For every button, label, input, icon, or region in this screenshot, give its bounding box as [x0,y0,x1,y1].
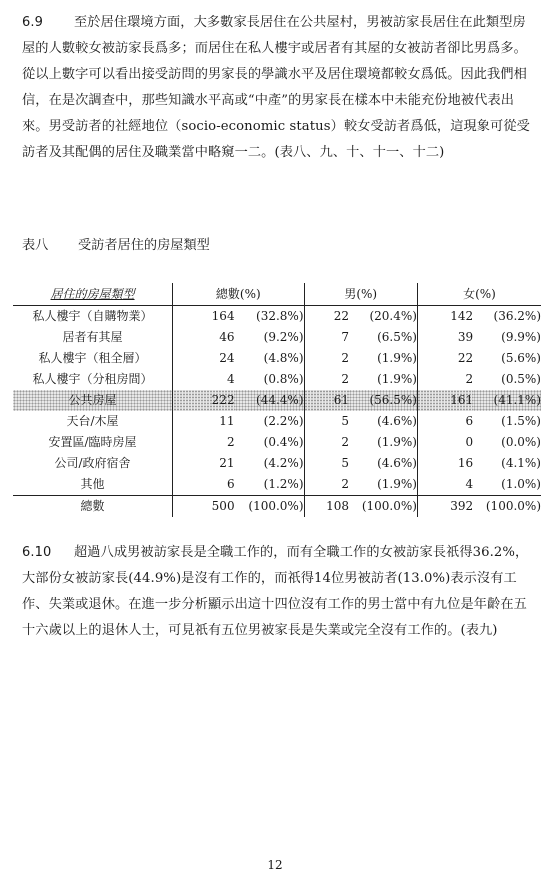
male-percent: (6.5%) [377,330,417,344]
male-count: 61 [304,390,349,411]
total-count: 2 [173,432,235,453]
table-caption [22,236,210,256]
male-percent: (1.9%) [377,435,417,449]
total-count: 6 [173,474,235,496]
row-category: 私人樓宇（分租房間） [32,372,153,386]
female-count: 6 [417,411,473,432]
row-category: 其他 [80,477,105,491]
table-row [13,327,541,348]
table-row [13,411,541,432]
female-percent: (1.0%) [501,477,541,491]
header-category: 居住的房屋類型 [13,283,173,306]
total-count: 164 [173,306,235,328]
table-row-highlighted [13,390,541,411]
table-title: 受訪者居住的房屋類型 [78,238,210,253]
page-number: 12 [267,858,283,872]
total-percent: (9.2%) [263,330,304,344]
male-percent: (20.4%) [369,309,417,323]
female-percent: (0.0%) [501,435,541,449]
male-percent: (100.0%) [349,496,417,518]
female-percent: (41.1%) [473,390,541,411]
male-count: 2 [304,348,349,369]
male-count: 5 [304,411,349,432]
male-percent: (4.6%) [377,456,417,470]
total-percent: (4.8%) [263,351,304,365]
male-percent: (4.6%) [377,414,417,428]
male-count: 5 [304,453,349,474]
table-total-row [13,496,541,518]
female-count: 392 [417,496,473,518]
male-count: 2 [304,369,349,390]
female-count: 0 [417,432,473,453]
female-percent: (36.2%) [493,309,541,323]
total-percent: (100.0%) [235,496,304,518]
row-category: 居者有其屋 [62,330,123,344]
female-count: 16 [417,453,473,474]
paragraph-6-9 [22,10,530,166]
row-category: 公司/政府宿舍 [54,456,131,470]
row-category: 天台/木屋 [66,414,119,428]
female-percent: (1.5%) [501,414,541,428]
total-count: 500 [173,496,235,518]
total-count: 21 [173,453,235,474]
row-category: 公共房屋 [13,390,173,411]
male-percent: (1.9%) [377,477,417,491]
row-category: 私人樓宇（自購物業） [32,309,153,323]
table-row [13,432,541,453]
total-count: 46 [173,327,235,348]
total-percent: (0.8%) [263,372,304,386]
total-row-label: 總數 [13,496,173,518]
male-count: 2 [304,474,349,496]
paragraph-6-10 [22,540,530,644]
total-count: 222 [173,390,235,411]
female-count: 4 [417,474,473,496]
table-row [13,474,541,496]
paragraph-number: 6.10 [22,545,52,560]
male-percent: (1.9%) [377,372,417,386]
table-header-row [13,283,541,306]
female-percent: (9.9%) [501,330,541,344]
header-female: 女(%) [417,283,541,306]
total-percent: (0.4%) [263,435,304,449]
total-percent: (32.8%) [256,309,304,323]
total-percent: (1.2%) [263,477,304,491]
paragraph-text: 至於居住環境方面，大多數家長居住在公共屋村，男被訪家長居住在此類型房屋的人數較女被訪家長爲多；而居住在私人樓宇或居者有其屋的女被訪者卻比男爲多。從以上數字可以看出接受訪問的男家長的學識水平及居住環境都較女爲低。因此我們相信，在是次調查中，那些知識水平高或“中產”的男家長在樣本中未能充份地被代表出來。男受訪者的社經地位（socio-economic status）較女受訪者爲低，這現象可從受訪者及其配偶的居住及職業當中略窺一二。(表八、九、十、十一、十二) [22,15,530,160]
total-count: 11 [173,411,235,432]
female-count: 22 [417,348,473,369]
paragraph-text: 超過八成男被訪家長是全職工作的，而有全職工作的女被訪家長祇得36.2%，大部份女被訪家長(44.9%)是沒有工作的，而祇得14位男被訪者(13.0%)表示沒有工作、失業或退休。在進一步分析顯示出這十四位沒有工作的男士當中有九位是年齡在五十六歲以上的退休人士，可見祇有五位男被家長是失業或完全沒有工作的。(表九) [22,545,529,638]
table-row [13,453,541,474]
header-total: 總數(%) [173,283,304,306]
male-percent: (1.9%) [377,351,417,365]
table-label: 表八 [22,238,49,253]
header-male: 男(%) [304,283,417,306]
female-percent: (5.6%) [501,351,541,365]
table-row [13,348,541,369]
female-percent: (100.0%) [473,496,541,518]
male-count: 2 [304,432,349,453]
paragraph-number: 6.9 [22,15,43,30]
male-count: 22 [304,306,349,328]
total-count: 24 [173,348,235,369]
row-category: 私人樓宇（租全層） [38,351,147,365]
table-row [13,306,541,328]
male-count: 7 [304,327,349,348]
female-count: 39 [417,327,473,348]
female-count: 161 [417,390,473,411]
housing-type-table [13,283,541,517]
male-percent: (56.5%) [349,390,417,411]
female-percent: (0.5%) [501,372,541,386]
table-row [13,369,541,390]
total-percent: (2.2%) [263,414,304,428]
total-count: 4 [173,369,235,390]
row-category: 安置區/臨時房屋 [48,435,137,449]
female-percent: (4.1%) [501,456,541,470]
male-count: 108 [304,496,349,518]
female-count: 2 [417,369,473,390]
total-percent: (44.4%) [235,390,304,411]
female-count: 142 [417,306,473,328]
total-percent: (4.2%) [263,456,304,470]
